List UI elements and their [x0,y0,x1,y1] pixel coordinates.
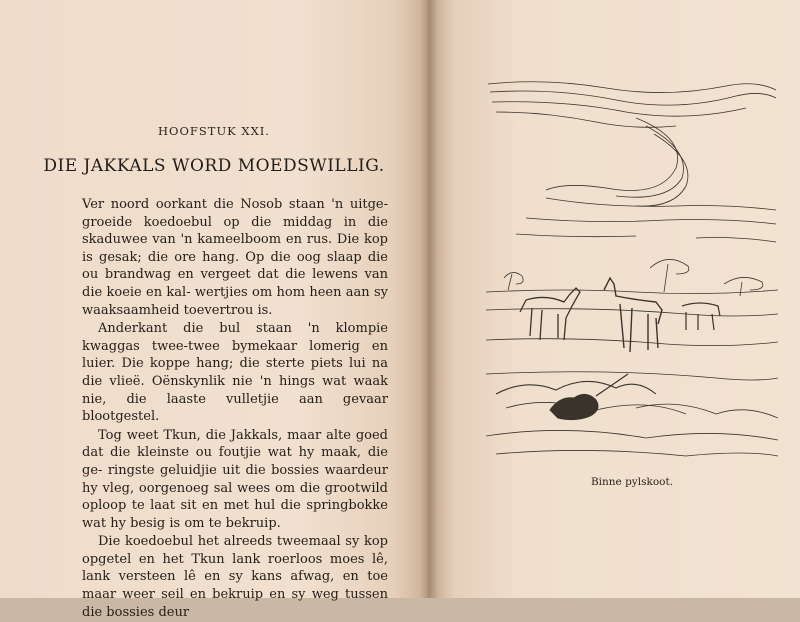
chapter-heading: HOOFSTUK XXI. [158,124,270,138]
ground-line [486,339,778,346]
horizon-line [486,290,778,294]
hunter-figure [550,394,598,419]
paragraph: Die koedoebul het alreeds tweemaal sy kop opgetel en het Tkun lank roerloos moes lê, lank versteen lê en sy kans afwag, en toe maar weer seil en bekruip en sy weg tussen die bossies deur [82,534,388,620]
cloud-shape [636,134,688,206]
cloud-shape [526,218,776,224]
ground-line [486,372,778,380]
paragraph: Ver noord oorkant die Nosob staan 'n uitge- groeide koedoebul op die middag in die skaduwee van 'n kameelboom en rus. Die kop is gesak; die ore hang. Op die oog slaap die ou brandwag en vergeet dat die lewens van die koeie en kal- wertjies om hom heen aan sy waaksaamheid toevertrou is. [82,197,388,318]
cloud-shape [490,91,776,105]
paragraph: Anderkant die bul staan 'n klompie kwaggas twee-twee bymekaar lomerig en luier. Die koppe hang; die sterte piets lui na die vlieë. Oënskynlik nie 'n hings wat waak nie, die laaste vulletjie aan gevaar blootgestel. [82,321,388,425]
cloud-shape [496,112,676,127]
cloud-shape [696,238,776,243]
chapter-title: DIE JAKKALS WORD MOEDSWILLIG. [43,156,385,176]
antelope-figure [520,288,580,340]
cloud-shape [492,102,746,116]
cloud-shape [616,126,684,197]
illustration-plate [486,78,778,462]
bush-shape [496,381,656,394]
bush-shape [486,430,778,440]
tree-shape [650,259,689,292]
cloud-shape [546,118,678,191]
plate-caption: Binne pylskoot. [590,476,674,488]
paragraph: Tog weet Tkun, die Jakkals, maar alte goed dat die kleinste ou foutjie wat hy maak, die ge- ringste geluidjie uit die bossies waardeur hy vleg, oorgenoeg sal wees om die grootwild oploop te laat sit en met hul die springbokke wat hy besig is om te bekruip. [82,427,388,531]
book-gutter [420,0,438,598]
body-text [82,196,388,622]
tree-shape [504,272,523,290]
antelope-figure [604,278,662,352]
cloud-shape [516,234,636,237]
bush-shape [496,450,778,456]
antelope-figure [682,303,720,330]
